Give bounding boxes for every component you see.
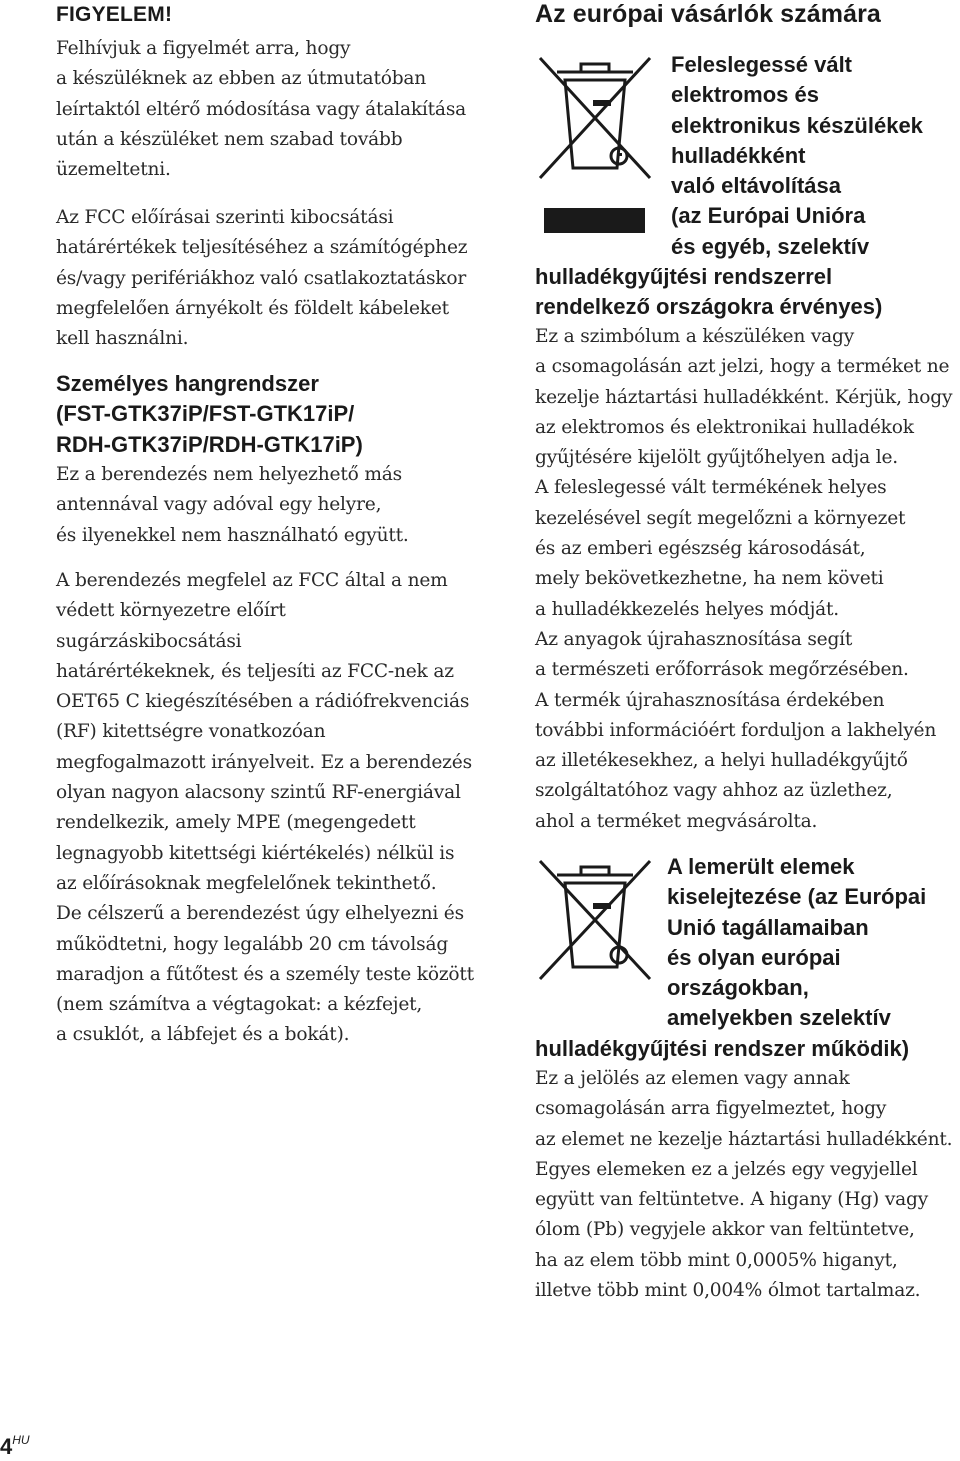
weee-heading-side: Feleslegessé vált elektromos és elektronikus készülékek hulladékként való eltávolítása (az Európai Unióra és egyéb, szelektív xyxy=(671,52,923,259)
warning-heading: FIGYELEM! xyxy=(56,3,173,26)
battery-heading-full: hulladékgyűjtési rendszer működik) xyxy=(535,1036,910,1061)
antenna-paragraph: Ez a berendezés nem helyezhető más antennával vagy adóval egy helyre, és ilyenekkel nem használható együtt. xyxy=(56,464,409,546)
eu-customers-title: Az európai vásárlók számára xyxy=(535,0,881,28)
crossed-out-battery-bin-icon xyxy=(535,855,655,985)
crossed-out-bin-icon xyxy=(535,50,655,240)
weee-heading-full: hulladékgyűjtési rendszerrel rendelkező országokra érvényes) xyxy=(535,264,883,320)
system-heading: Személyes hangrendszer (FST-GTK37iP/FST-GTK17iP/ RDH-GTK37iP/RDH-GTK17iP) xyxy=(56,371,363,457)
weee-body-paragraph: Ez a szimbólum a készüléken vagy a csomagolásán azt jelzi, hogy a terméket ne kezelje háztartási hulladékként. Kérjük, hogy az elektromos és elektronikai hulladékok gyűjtésére kijelölt gyűjtőhelyen adja le. A feleslegessé vált termékének helyes kezelésével segít megelőzni a környezet és az emberi egészség károsodását, mely bekövetkezhetne, ha nem követi a hulladékkezelés helyes módját. Az anyagok újrahasznosítása segít a természeti erőforrások megőrzésében. A termék újrahasznosítása érdekében további információért forduljon a lakhelyén az illetékesekhez, a helyi hulladékgyűjtő szolgáltatóhoz vagy ahhoz az üzlethez, ahol a terméket megvásárolta. xyxy=(535,326,953,832)
fcc-cable-paragraph: Az FCC előírásai szerinti kibocsátási határértékek teljesítéséhez a számítógéphez és/vagy perifériákhoz való csatlakoztatáskor megfelelően árnyékolt és földelt kábeleket kell használni. xyxy=(56,207,468,350)
battery-body-paragraph: Ez a jelölés az elemen vagy annak csomagolásán arra figyelmeztet, hogy az elemet ne kezelje háztartási hulladékként. Egyes elemeken ez a jelzés egy vegyjellel együtt van feltüntetve. A higany (Hg) vagy ólom (Pb) vegyjele akkor van feltüntetve, ha az elem több mint 0,0005% higanyt, illetve több mint 0,004% ólmot tartalmaz. xyxy=(535,1068,953,1302)
language-code: HU xyxy=(12,1432,30,1447)
battery-heading-side: A lemerült elemek kiselejtezése (az Európai Unió tagállamaiban és olyan európai országokban, amelyekben szelektív xyxy=(667,854,927,1031)
page-number xyxy=(0,1434,30,1460)
rf-exposure-paragraph: A berendezés megfelel az FCC által a nem védett környezetre előírt sugárzáskibocsátási határértékeknek, és teljesíti az FCC-nek az OET65 C kiegészítésében a rádiófrekvenciás (RF) kitettségre vonatkozóan megfogalmazott irányelveit. Ez a berendezés olyan nagyon alacsony szintű RF-energiával rendelkezik, amely MPE (megengedett legnagyobb kitettségi kiértékelés) nélkül is az előírásoknak megfelelőnek tekinthető. De célszerű a berendezést úgy elhelyezni és működtetni, hogy legalább 20 cm távolság maradjon a fűtőtest és a személy teste között (nem számítva a végtagokat: a kézfejet, a csuklót, a lábfejet és a bokát). xyxy=(56,570,474,1046)
warning-paragraph: Felhívjuk a figyelmét arra, hogy a készüléknek az ebben az útmutatóban leírtaktól eltérő módosítása vagy átalakítása után a készüléket nem szabad tovább üzemeltetni. xyxy=(56,38,467,181)
page-number-value: 4 xyxy=(0,1434,13,1459)
